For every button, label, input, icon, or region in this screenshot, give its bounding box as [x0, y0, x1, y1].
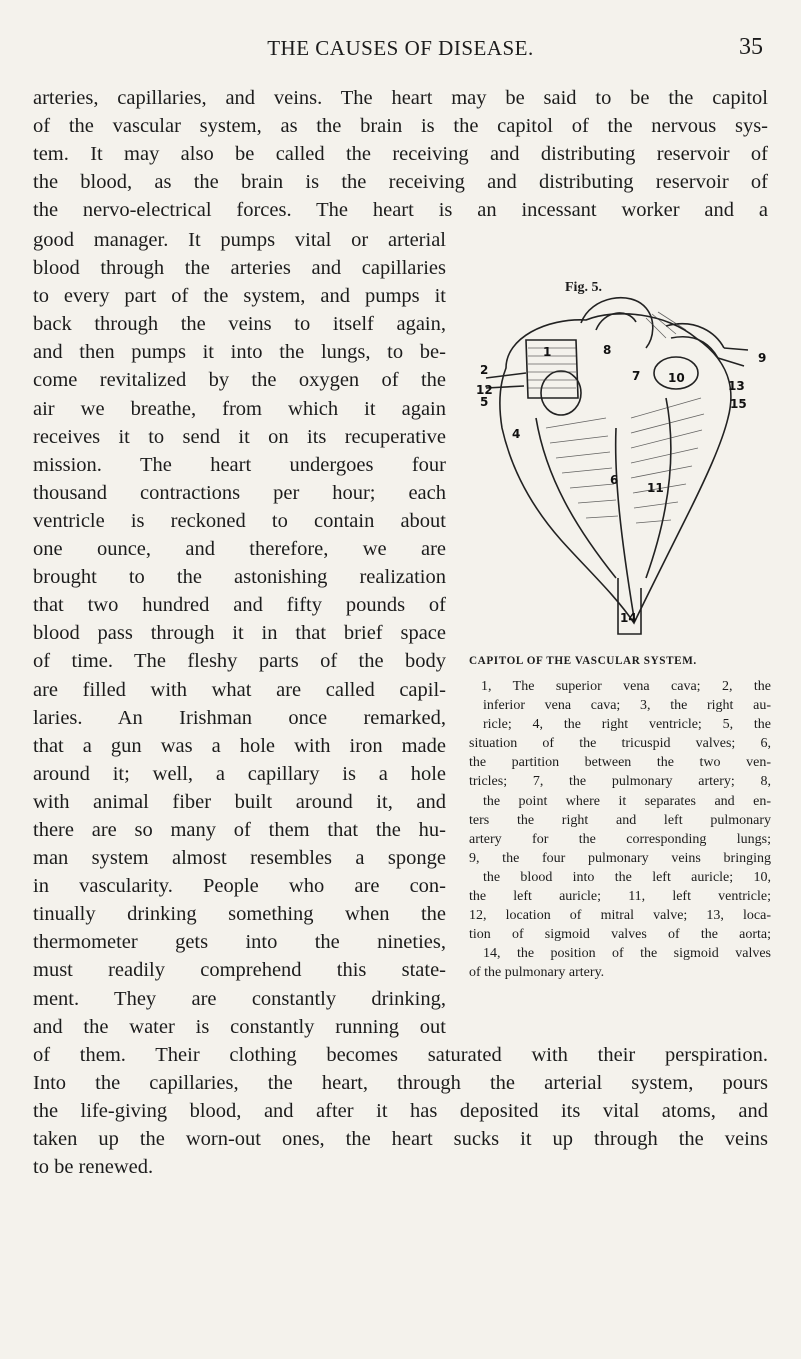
text-line: are filled with what are called capil-: [33, 678, 446, 701]
caption-line: 1, The superior vena cava; 2, the: [481, 679, 771, 694]
text-line: around it; well, a capillary is a hole: [33, 762, 446, 785]
caption-line: 12, location of mitral valve; 13, loca-: [469, 908, 771, 924]
caption-line: the blood into the left auricle; 10,: [483, 869, 771, 885]
text-line: thousand contractions per hour; each: [33, 481, 446, 504]
caption-line: the partition between the two ven-: [469, 755, 771, 771]
caption-line: ricle; 4, the right ventricle; 5, the: [483, 717, 771, 733]
figure-number: 4: [512, 427, 521, 441]
text-line: that a gun was a hole with iron made: [33, 734, 446, 757]
text-line: the nervo-electrical forces. The heart is an incessant worker and a: [33, 199, 768, 221]
text-line: laries. An Irishman once remarked,: [33, 706, 446, 729]
text-line: blood pass through it in that brief space: [33, 622, 446, 645]
caption-line: 9, the four pulmonary veins bringing: [469, 850, 771, 866]
text-line: of time. The fleshy parts of the body: [33, 650, 446, 673]
text-line: tinually drinking something when the: [33, 903, 446, 926]
text-line: good manager. It pumps vital or arterial: [33, 229, 446, 251]
page-number: 35: [739, 34, 763, 60]
text-line: taken up the worn-out ones, the heart sucks it up through the veins: [33, 1128, 768, 1150]
figure-number: 11: [647, 481, 664, 495]
caption-line: ters the right and left pulmonary: [469, 812, 771, 828]
text-line: with animal fiber built around it, and: [33, 790, 446, 813]
text-line: ventricle is reckoned to contain about: [33, 509, 446, 532]
figure-number: 10: [668, 371, 685, 385]
text-line: one ounce, and therefore, we are: [33, 538, 446, 561]
figure-number: 15: [730, 397, 747, 411]
text-line: to every part of the system, and pumps it: [33, 285, 446, 308]
figure-number: 6: [610, 473, 619, 487]
text-line: Into the capillaries, the heart, through the arterial system, pours: [33, 1072, 768, 1094]
text-line: there are so many of them that the hu-: [33, 818, 446, 841]
text-line: in vascularity. People who are con-: [33, 875, 446, 898]
text-line: the life-giving blood, and after it has deposited its vital atoms, and: [33, 1100, 768, 1122]
text-line: of the vascular system, as the brain is the capitol of the nervous sys-: [33, 115, 768, 137]
figure-label: Fig. 5.: [565, 280, 602, 295]
text-line: come revitalized by the oxygen of the: [33, 369, 446, 392]
figure-number: 2: [480, 363, 489, 377]
running-title: THE CAUSES OF DISEASE.: [267, 36, 534, 60]
caption-line: the point where it separates and en-: [483, 793, 771, 809]
text-line: must readily comprehend this state-: [33, 959, 446, 982]
text-line: man system almost resembles a sponge: [33, 847, 446, 870]
text-line: ment. They are constantly drinking,: [33, 987, 446, 1010]
caption-line: of the pulmonary artery.: [469, 965, 605, 981]
caption-line: inferior vena cava; 3, the right au-: [483, 698, 771, 714]
wrapped-text-column: [33, 226, 446, 1041]
text-line: that two hundred and fifty pounds of: [33, 594, 446, 617]
figure-number: 5: [480, 395, 489, 409]
figure-number: 12: [476, 383, 493, 397]
caption-line: the left auricle; 11, left ventricle;: [469, 889, 771, 905]
figure-number: 13: [728, 379, 745, 393]
text-line: of them. Their clothing becomes saturated with their perspiration.: [33, 1044, 768, 1066]
caption-line: 14, the position of the sigmoid valves: [483, 946, 771, 962]
text-line: air we breathe, from which it again: [33, 397, 446, 420]
text-line: and the water is constantly running out: [33, 1015, 446, 1038]
text-line: blood through the arteries and capillaries: [33, 257, 446, 280]
caption-line: situation of the tricuspid valves; 6,: [469, 736, 771, 752]
text-line: tem. It may also be called the receiving and distributing reservoir of: [33, 143, 768, 165]
caption-line: tricles; 7, the pulmonary artery; 8,: [469, 774, 771, 790]
text-line: thermometer gets into the nineties,: [33, 931, 446, 954]
running-head: [0, 36, 801, 66]
figure-number: 7: [632, 369, 641, 383]
figure-caption: [469, 677, 771, 983]
figure-number: 1: [543, 345, 552, 359]
caption-line: artery for the corresponding lungs;: [469, 831, 771, 847]
opening-paragraph: [33, 84, 768, 224]
figure-number: 14: [620, 611, 637, 625]
text-line: mission. The heart undergoes four: [33, 453, 446, 476]
figure-caption-title: CAPITOL OF THE VASCULAR SYSTEM.: [469, 655, 697, 667]
heart-engraving-icon: [466, 278, 776, 648]
text-line: the blood, as the brain is the receiving and distributing reservoir of: [33, 171, 768, 193]
text-line: receives it to send it on its recuperative: [33, 425, 446, 448]
caption-line: tion of sigmoid valves of the aorta;: [469, 927, 771, 943]
text-line: and then pumps it into the lungs, to be-: [33, 341, 446, 364]
text-line: arteries, capillaries, and veins. The heart may be said to be the capitol: [33, 87, 768, 109]
figure-number: 8: [603, 343, 612, 357]
text-line: back through the veins to itself again,: [33, 313, 446, 336]
heart-illustration: [466, 278, 776, 648]
figure-number: 9: [758, 351, 767, 365]
closing-paragraph: [33, 1041, 768, 1181]
text-line: brought to the astonishing realization: [33, 566, 446, 589]
text-line: to be renewed.: [33, 1156, 154, 1178]
